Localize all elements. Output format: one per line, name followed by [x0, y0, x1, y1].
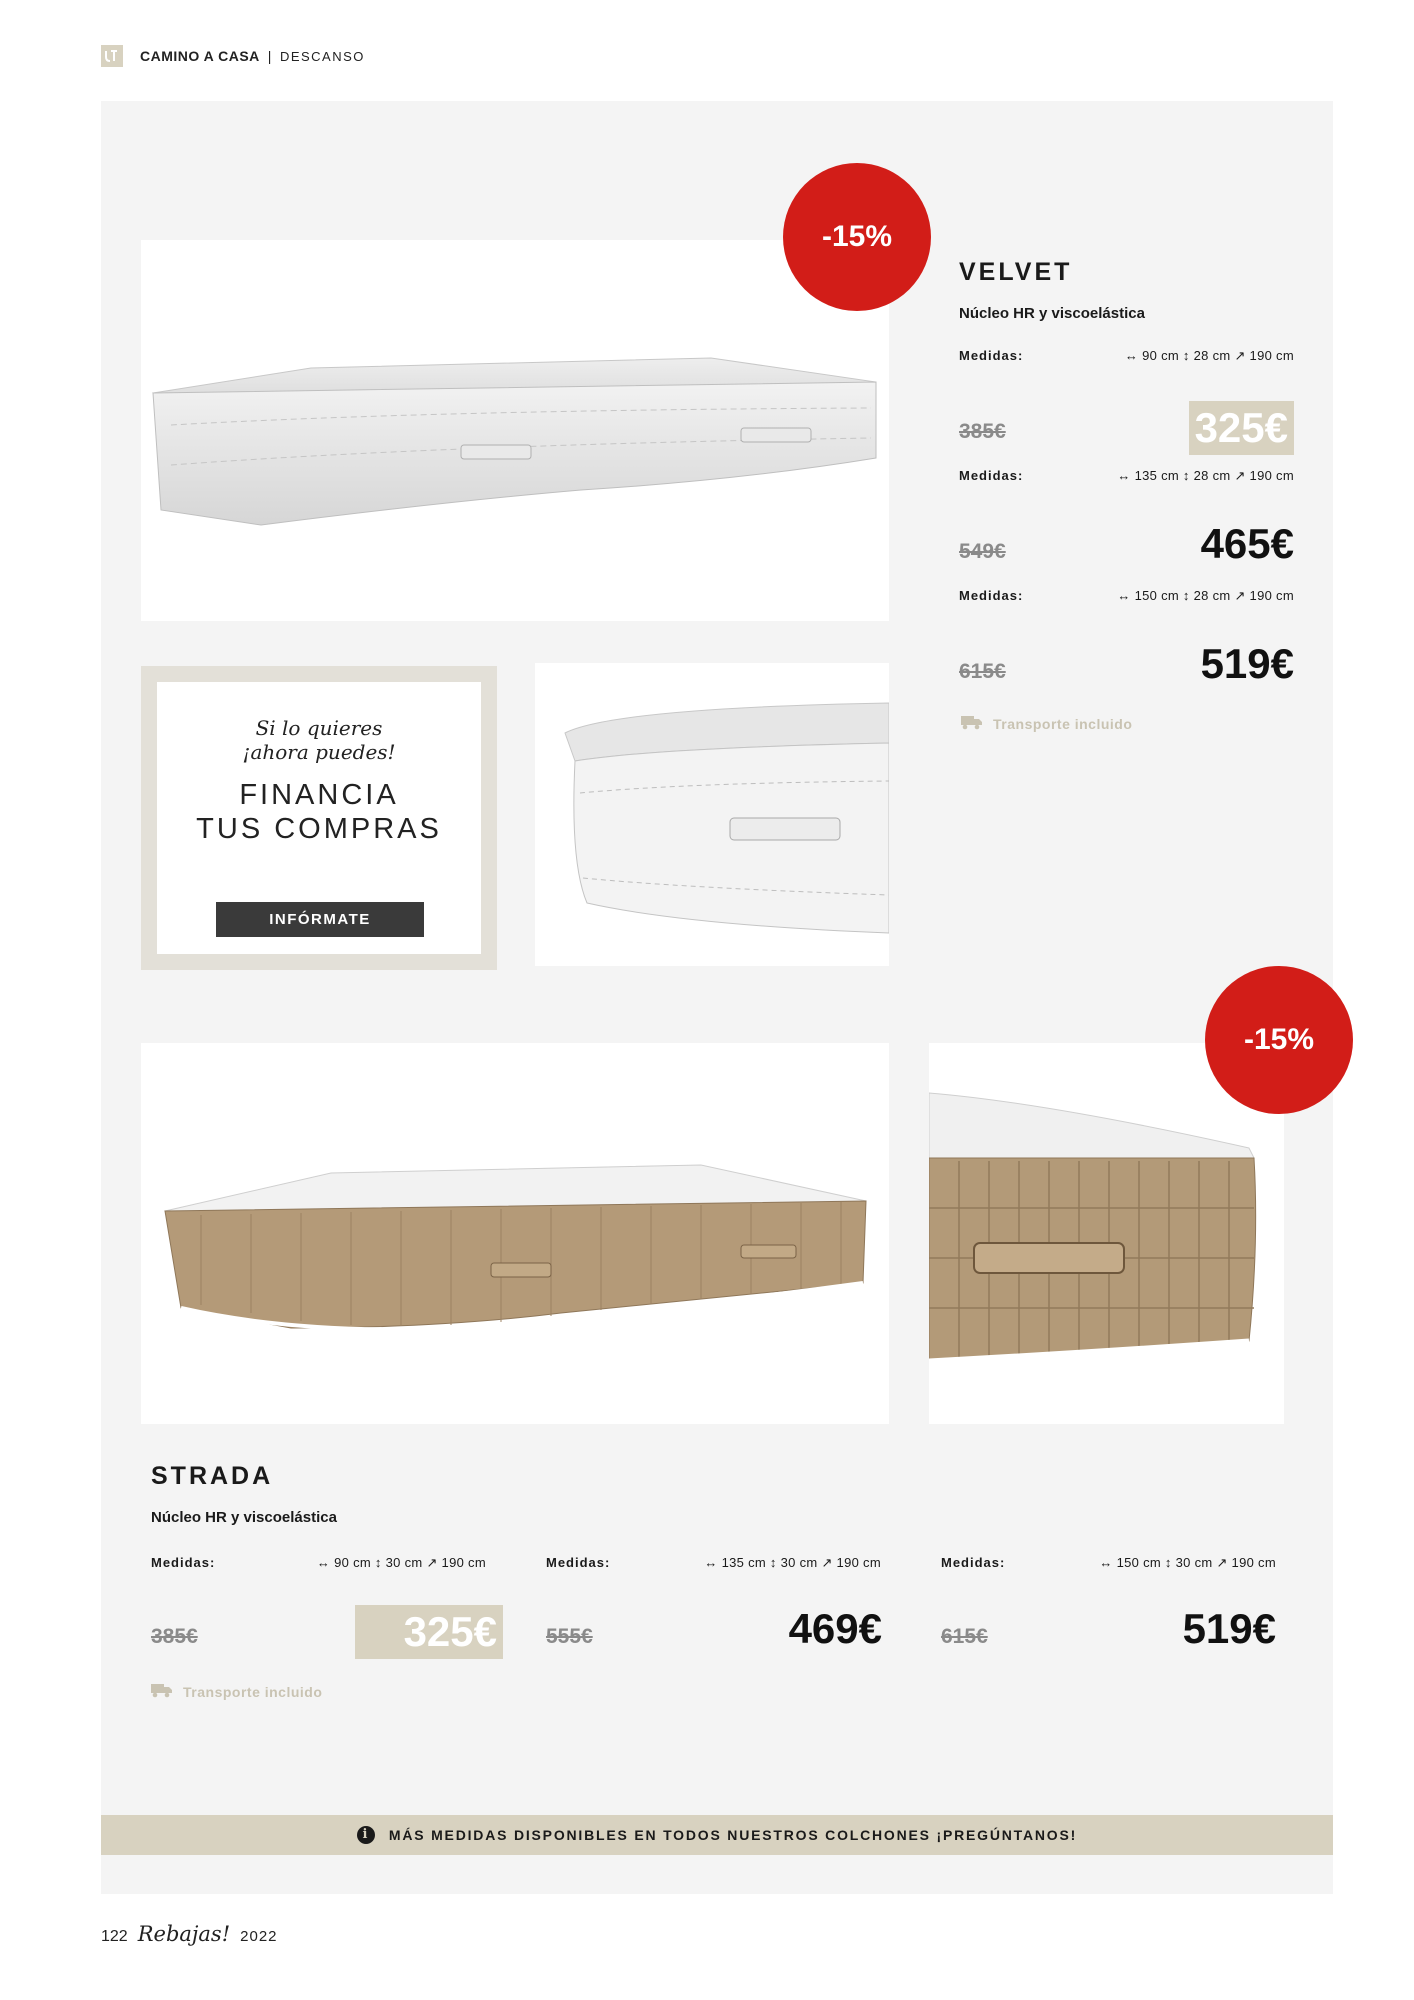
- strada-size-row: [941, 1555, 1276, 1571]
- velvet-size-row: [959, 348, 1294, 364]
- informate-button[interactable]: INFÓRMATE: [216, 902, 424, 937]
- campaign-name: Rebajas!: [137, 1922, 231, 1946]
- velvet-price: 519€: [1200, 640, 1294, 687]
- velvet-discount-badge: -15%: [783, 163, 931, 311]
- finance-title-line1: FINANCIA: [239, 779, 399, 811]
- finance-title: [157, 778, 481, 846]
- strada-price: 519€: [1182, 1605, 1276, 1652]
- strada-detail-image: [929, 1043, 1284, 1424]
- breadcrumb-main[interactable]: CAMINO A CASA: [140, 48, 260, 64]
- velvet-size-row: [959, 588, 1294, 604]
- breadcrumb: [140, 48, 365, 64]
- strada-old-price: 555€: [546, 1625, 593, 1648]
- size-label: Medidas:: [959, 348, 1024, 363]
- page-number: 122: [101, 1928, 128, 1945]
- strada-size-row: [546, 1555, 881, 1571]
- velvet-size-row: [959, 468, 1294, 484]
- finance-tagline-line1: Si lo quieres: [255, 716, 383, 740]
- velvet-main-image: [141, 240, 889, 621]
- strada-size-row: [151, 1555, 486, 1571]
- size-dimensions: ↔ 90 cm ↕ 30 cm ↗ 190 cm: [316, 1555, 486, 1570]
- size-label: Medidas:: [959, 468, 1024, 483]
- transport-label: Transporte incluido: [993, 715, 1133, 732]
- velvet-title: VELVET: [959, 258, 1073, 286]
- strada-core: Núcleo HR y viscoelástica: [151, 1509, 337, 1526]
- transport-label: Transporte incluido: [183, 1683, 323, 1700]
- size-dimensions: ↔ 135 cm ↕ 30 cm ↗ 190 cm: [704, 1555, 881, 1570]
- truck-icon: [961, 714, 983, 733]
- size-dimensions: ↔ 150 cm ↕ 28 cm ↗ 190 cm: [1117, 588, 1294, 603]
- info-bar: [101, 1815, 1333, 1855]
- page-footer: [101, 1922, 278, 1946]
- strada-title: STRADA: [151, 1462, 274, 1490]
- velvet-price: 465€: [1200, 520, 1294, 567]
- size-label: Medidas:: [546, 1555, 611, 1570]
- finance-tagline: [157, 716, 481, 764]
- velvet-old-price: 549€: [959, 540, 1006, 563]
- info-bar-text: MÁS MEDIDAS DISPONIBLES EN TODOS NUESTROS COLCHONES ¡PREGÚNTANOS!: [388, 1827, 1078, 1843]
- strada-price: 469€: [788, 1605, 882, 1652]
- size-label: Medidas:: [941, 1555, 1006, 1570]
- strada-transport: [151, 1682, 322, 1701]
- velvet-detail-image: [535, 663, 889, 966]
- velvet-core: Núcleo HR y viscoelástica: [959, 305, 1145, 322]
- velvet-old-price: 385€: [959, 420, 1006, 443]
- velvet-price-highlight: 325€: [1189, 401, 1294, 455]
- size-label: Medidas:: [151, 1555, 216, 1570]
- info-icon: i: [357, 1826, 375, 1844]
- velvet-transport: [961, 714, 1132, 733]
- finance-banner: [141, 666, 497, 970]
- size-label: Medidas:: [959, 588, 1024, 603]
- strada-old-price: 615€: [941, 1625, 988, 1648]
- strada-discount-badge: -15%: [1205, 966, 1353, 1114]
- size-dimensions: ↔ 135 cm ↕ 28 cm ↗ 190 cm: [1117, 468, 1294, 483]
- strada-price-highlight: 325€: [355, 1605, 503, 1659]
- strada-main-image: [141, 1043, 889, 1424]
- finance-tagline-line2: ¡ahora puedes!: [242, 740, 396, 764]
- strada-old-price: 385€: [151, 1625, 198, 1648]
- size-dimensions: ↔ 150 cm ↕ 30 cm ↗ 190 cm: [1099, 1555, 1276, 1570]
- breadcrumb-section[interactable]: DESCANSO: [279, 49, 365, 64]
- velvet-old-price: 615€: [959, 660, 1006, 683]
- finance-title-line2: TUS COMPRAS: [196, 813, 442, 845]
- finance-card: [157, 682, 481, 954]
- brand-logo-icon: [101, 45, 123, 67]
- size-dimensions: ↔ 90 cm ↕ 28 cm ↗ 190 cm: [1124, 348, 1294, 363]
- breadcrumb-separator: |: [267, 48, 272, 64]
- truck-icon: [151, 1682, 173, 1701]
- campaign-year: 2022: [240, 1928, 278, 1945]
